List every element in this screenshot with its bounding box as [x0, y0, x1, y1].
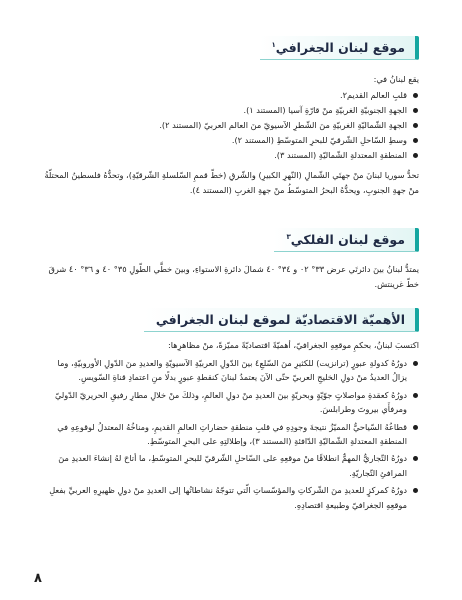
- list-item: دورُهُ كعقدةِ مواصلاتٍ جوّيّةٍ وبحريّةٍ بينَ العديدِ منْ دولِ العالمِ، وذلكَ منْ خلالِ مطارِ رفيقِ الحريريّ الدّوليّ ومرفأَي بيروتَ وطرابلسَ.: [40, 388, 419, 417]
- astronomical-paragraph: يمتدُّ لبنانُ بينَ دائرتَي عرض ٣٣° ٠٢ و ٣٤° ٤٠ شمالَ دائرةِ الاستواءِ، وبينَ خطَّي الطّولِ ٣٥° ٤٠ و ٣٦° ٤٠ شرقَ خطّ غرينتش.: [48, 264, 419, 289]
- list-item: المنطقةِ المعتدلةِ الشّماليّةِ (المستند ٣).: [40, 148, 419, 163]
- list-item: قطاعُهُ السّياحيُّ المميّزُ نتيجةَ وجودِهِ في قلبِ منطقةِ حضاراتِ العالمِ القديمِ، ومناخُهُ المعتدلُ لوقوعِهِ في المنطقةِ المعتدلةِ الشّماليّةِ الدّافئةِ (المستند ٣)، وإطلالتِهِ على البحرِ المتوسّطِ.: [40, 420, 419, 449]
- geographic-heading-box: [260, 36, 419, 60]
- economic-heading: الأهميّة الاقتصاديّة لموقع لبنان الجغرافي: [144, 308, 419, 332]
- list-item: دورُهُ كمركزٍ للعديدِ منَ الشّركاتِ والمؤسّساتِ الّتي تتوجّهُ نشاطاتُها إلى العديدِ منْ دولِ ظهيرِهِ العربيِّ بفعلِ موقعِهِ الجغرافيّ وطبيعةِ اقتصادِهِ.: [40, 483, 419, 512]
- page-number: ٨: [34, 571, 42, 586]
- geographic-title: موقع لبنان الجغرافي: [275, 40, 405, 55]
- list-item: الجهةِ الجنوبيّةِ الغربيّةِ منْ قارّةِ آسيا (المستند ١).: [40, 103, 419, 118]
- list-item: قلبِ العالم القديم٢.: [40, 88, 419, 103]
- economic-bullet-list: [40, 356, 419, 515]
- list-item: الجهةِ الشّماليّةِ الغربيّةِ منَ الشّطرِ الآسيويّ منَ العالم العربيّ (المستند ٢).: [40, 118, 419, 133]
- list-item: دورُهُ كدولةِ عبورٍ (ترانزيت) للكثيرِ منَ السّلعِ٤ بينَ الدّولِ العربيّةِ الآسيويّةِ والعديدِ منَ الدّولِ الأوروبيّةِ، وما يزالُ العديدُ منْ دولِ الخليجِ العربيّ حتّى الآنَ يعتمدُ لبنانَ كنقطةِ عبورٍ بدلًا منِ اعتمادِ قناةِ السّويسِ.: [40, 356, 419, 385]
- astronomical-title: موقع لبنان الفلكي: [290, 232, 405, 247]
- economic-intro: اكتسبَ لبنانُ، بحكمِ موقعِهِ الجغرافيّ، أهميّةً اقتصاديّةً مميّزةً، منْ مظاهرِها:: [168, 340, 419, 350]
- astronomical-footnote-mark: ٣: [286, 232, 291, 241]
- astronomical-heading-box: [274, 228, 419, 252]
- astronomical-heading: [274, 228, 419, 252]
- geographic-intro: يقع لبنانُ في:: [373, 74, 419, 84]
- list-item: وسطِ السّاحلِ الشّرقيّ للبحرِ المتوسّطِ (المستند ٢).: [40, 133, 419, 148]
- geographic-borders-paragraph: تحدُّ سوريا لبنانَ منْ جهتَي الشّمالِ (النّهرِ الكبيرِ) والشّرقِ (خطّ قممِ السّلسلةِ الشّرقيّةِ)، وتحدُّهُ فلسطينُ المحتلّةُ منْ جهةِ الجنوبِ، ويحدُّهُ البحرُ المتوسّطُ منْ جهةِ الغربِ (المستند ٤).: [44, 170, 419, 195]
- list-item: دورُهُ التّجاريُّ المهمُّ انطلاقًا منْ موقعِهِ على السّاحلِ الشّرقيّ للبحرِ المتوسّطِ، ما أتاحَ لهُ إنشاءَ العديدِ منَ المرافئِ التّجاريّةِ.: [40, 451, 419, 480]
- geographic-bullet-list: [40, 88, 419, 163]
- economic-heading-box: [144, 308, 419, 332]
- geographic-heading: [260, 36, 419, 60]
- geographic-footnote-mark: ١: [271, 40, 276, 49]
